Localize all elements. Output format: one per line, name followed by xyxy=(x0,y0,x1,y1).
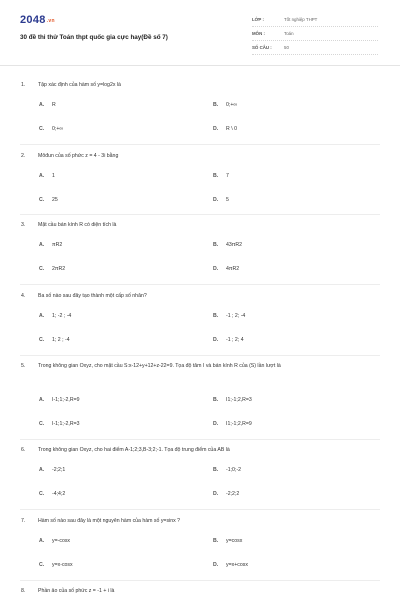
option-text: I-1;1;-2,R=9 xyxy=(52,397,80,403)
option-letter: C. xyxy=(39,562,45,568)
option-b[interactable] xyxy=(213,313,245,319)
exam-header xyxy=(0,0,400,66)
option-text: -2;2;1 xyxy=(52,467,66,473)
option-letter: D. xyxy=(213,266,219,272)
option-letter: B. xyxy=(213,173,219,179)
option-letter: B. xyxy=(213,538,219,544)
question-separator xyxy=(20,144,380,145)
option-letter: B. xyxy=(213,102,219,108)
question-stem xyxy=(21,447,381,454)
option-a[interactable] xyxy=(39,397,80,403)
question-number: 1. xyxy=(21,82,26,88)
option-a[interactable] xyxy=(39,242,62,248)
option-d[interactable] xyxy=(213,266,239,272)
option-letter: D. xyxy=(213,337,219,343)
question-separator xyxy=(20,580,380,581)
option-letter: A. xyxy=(39,467,45,473)
header-divider xyxy=(0,65,400,66)
option-text: R \ 0 xyxy=(226,126,237,132)
option-text: 25 xyxy=(52,197,58,203)
question-number: 5. xyxy=(21,363,26,369)
question-stem xyxy=(21,222,381,229)
question-stem xyxy=(21,363,381,370)
question-separator xyxy=(20,284,380,285)
option-c[interactable] xyxy=(39,562,73,568)
option-letter: D. xyxy=(213,562,219,568)
question-separator xyxy=(20,509,380,510)
option-text: 0;+∞ xyxy=(52,126,64,132)
option-text: 0;+∞ xyxy=(226,102,238,108)
option-letter: B. xyxy=(213,242,219,248)
option-d[interactable] xyxy=(213,197,229,203)
option-a[interactable] xyxy=(39,538,70,544)
question-text: Mặt cầu bán kính R có diện tích là xyxy=(38,222,117,228)
meta-row-question-count xyxy=(252,44,378,55)
question-text: Ba số nào sau đây tạo thành một cấp số nhân? xyxy=(38,293,147,299)
option-text: -2;2;2 xyxy=(226,491,240,497)
option-c[interactable] xyxy=(39,491,65,497)
option-d[interactable] xyxy=(213,421,252,427)
option-letter: A. xyxy=(39,173,45,179)
option-letter: D. xyxy=(213,197,219,203)
question-text: Hàm số nào sau đây là một nguyên hàm của hàm số y=sinx ? xyxy=(38,518,181,524)
option-a[interactable] xyxy=(39,467,65,473)
exam-title: 30 đề thi thử Toán thpt quốc gia cực hay(Đề số 7) xyxy=(20,34,168,41)
meta-label: LỚP : xyxy=(252,17,264,22)
option-b[interactable] xyxy=(213,467,241,473)
option-text: R xyxy=(52,102,56,108)
option-b[interactable] xyxy=(213,242,242,248)
meta-value: Tốt nghiệp THPT xyxy=(284,17,318,22)
question-number: 6. xyxy=(21,447,26,453)
meta-label: MÔN : xyxy=(252,31,265,36)
question-text: Tập xác định của hàm số y=log2x là xyxy=(38,82,121,88)
option-b[interactable] xyxy=(213,173,229,179)
question-number: 4. xyxy=(21,293,26,299)
option-text: 4πR2 xyxy=(226,266,240,272)
question-text: Trong không gian Oxyz, cho mặt cầu S:x-12+y+12+z-22=9. Tọa độ tâm I và bán kính R của (S) lần lượt là xyxy=(38,363,281,369)
question-stem xyxy=(21,588,381,595)
question-number: 2. xyxy=(21,153,26,159)
option-text: 1; 2 ; -4 xyxy=(52,337,70,343)
question-stem xyxy=(21,82,381,89)
option-c[interactable] xyxy=(39,421,80,427)
option-text: y=-cosx xyxy=(52,538,71,544)
question-number: 8. xyxy=(21,588,26,594)
option-text: -1 ; 2; 4 xyxy=(226,337,244,343)
option-a[interactable] xyxy=(39,313,71,319)
logo-suffix: .vn xyxy=(46,18,55,24)
option-c[interactable] xyxy=(39,337,70,343)
question-stem xyxy=(21,518,381,525)
option-d[interactable] xyxy=(213,126,237,132)
option-letter: C. xyxy=(39,337,45,343)
option-letter: C. xyxy=(39,421,45,427)
option-text: I1;-1;2,R=9 xyxy=(226,421,252,427)
option-letter: A. xyxy=(39,102,45,108)
option-a[interactable] xyxy=(39,173,55,179)
question-stem xyxy=(21,153,381,160)
option-text: y=x+cosx xyxy=(226,562,248,568)
option-text: 1; -2 ; -4 xyxy=(52,313,72,319)
logo-main: 2048 xyxy=(20,14,46,26)
option-text: I1;-1;2,R=3 xyxy=(226,397,252,403)
option-b[interactable] xyxy=(213,102,237,108)
option-letter: B. xyxy=(213,397,219,403)
option-c[interactable] xyxy=(39,126,63,132)
option-text: 2πR2 xyxy=(52,266,66,272)
option-text: 5 xyxy=(226,197,229,203)
option-b[interactable] xyxy=(213,538,242,544)
option-letter: D. xyxy=(213,421,219,427)
option-text: y=cosx xyxy=(226,538,243,544)
question-separator xyxy=(20,439,380,440)
option-text: I-1;1;-2,R=3 xyxy=(52,421,80,427)
option-letter: C. xyxy=(39,491,45,497)
question-text: Phần ảo của số phức z = -1 + i là xyxy=(38,588,115,594)
option-letter: B. xyxy=(213,313,219,319)
option-letter: C. xyxy=(39,197,45,203)
option-letter: A. xyxy=(39,313,45,319)
option-letter: A. xyxy=(39,397,45,403)
meta-row-class xyxy=(252,16,378,27)
option-letter: A. xyxy=(39,242,45,248)
option-text: -1;0;-2 xyxy=(226,467,241,473)
option-b[interactable] xyxy=(213,397,252,403)
option-text: y=x-cosx xyxy=(52,562,73,568)
option-letter: D. xyxy=(213,491,219,497)
option-letter: C. xyxy=(39,266,45,272)
question-separator xyxy=(20,355,380,356)
question-number: 3. xyxy=(21,222,26,228)
meta-row-subject xyxy=(252,30,378,41)
question-stem xyxy=(21,293,381,300)
option-text: πR2 xyxy=(52,242,63,248)
option-c[interactable] xyxy=(39,266,65,272)
question-text: Môđun của số phức z = 4 - 3i bằng xyxy=(38,153,119,159)
option-text: 43πR2 xyxy=(226,242,242,248)
option-letter: B. xyxy=(213,467,219,473)
site-logo[interactable] xyxy=(20,14,55,26)
option-c[interactable] xyxy=(39,197,58,203)
option-d[interactable] xyxy=(213,491,239,497)
option-text: -1 ; 2; -4 xyxy=(226,313,246,319)
option-letter: D. xyxy=(213,126,219,132)
meta-label: SỐ CÂU : xyxy=(252,45,272,50)
option-d[interactable] xyxy=(213,562,248,568)
option-a[interactable] xyxy=(39,102,56,108)
option-d[interactable] xyxy=(213,337,244,343)
option-text: 1 xyxy=(52,173,55,179)
option-text: -4;4;2 xyxy=(52,491,66,497)
question-text: Trong không gian Oxyz, cho hai điểm A-1;2;3,B-3;2;-1. Tọa độ trung điểm của AB là xyxy=(38,447,230,453)
question-separator xyxy=(20,214,380,215)
question-number: 7. xyxy=(21,518,26,524)
option-letter: C. xyxy=(39,126,45,132)
meta-value: Toán xyxy=(284,31,294,36)
option-text: 7 xyxy=(226,173,229,179)
meta-value: 50 xyxy=(284,45,289,50)
option-letter: A. xyxy=(39,538,45,544)
